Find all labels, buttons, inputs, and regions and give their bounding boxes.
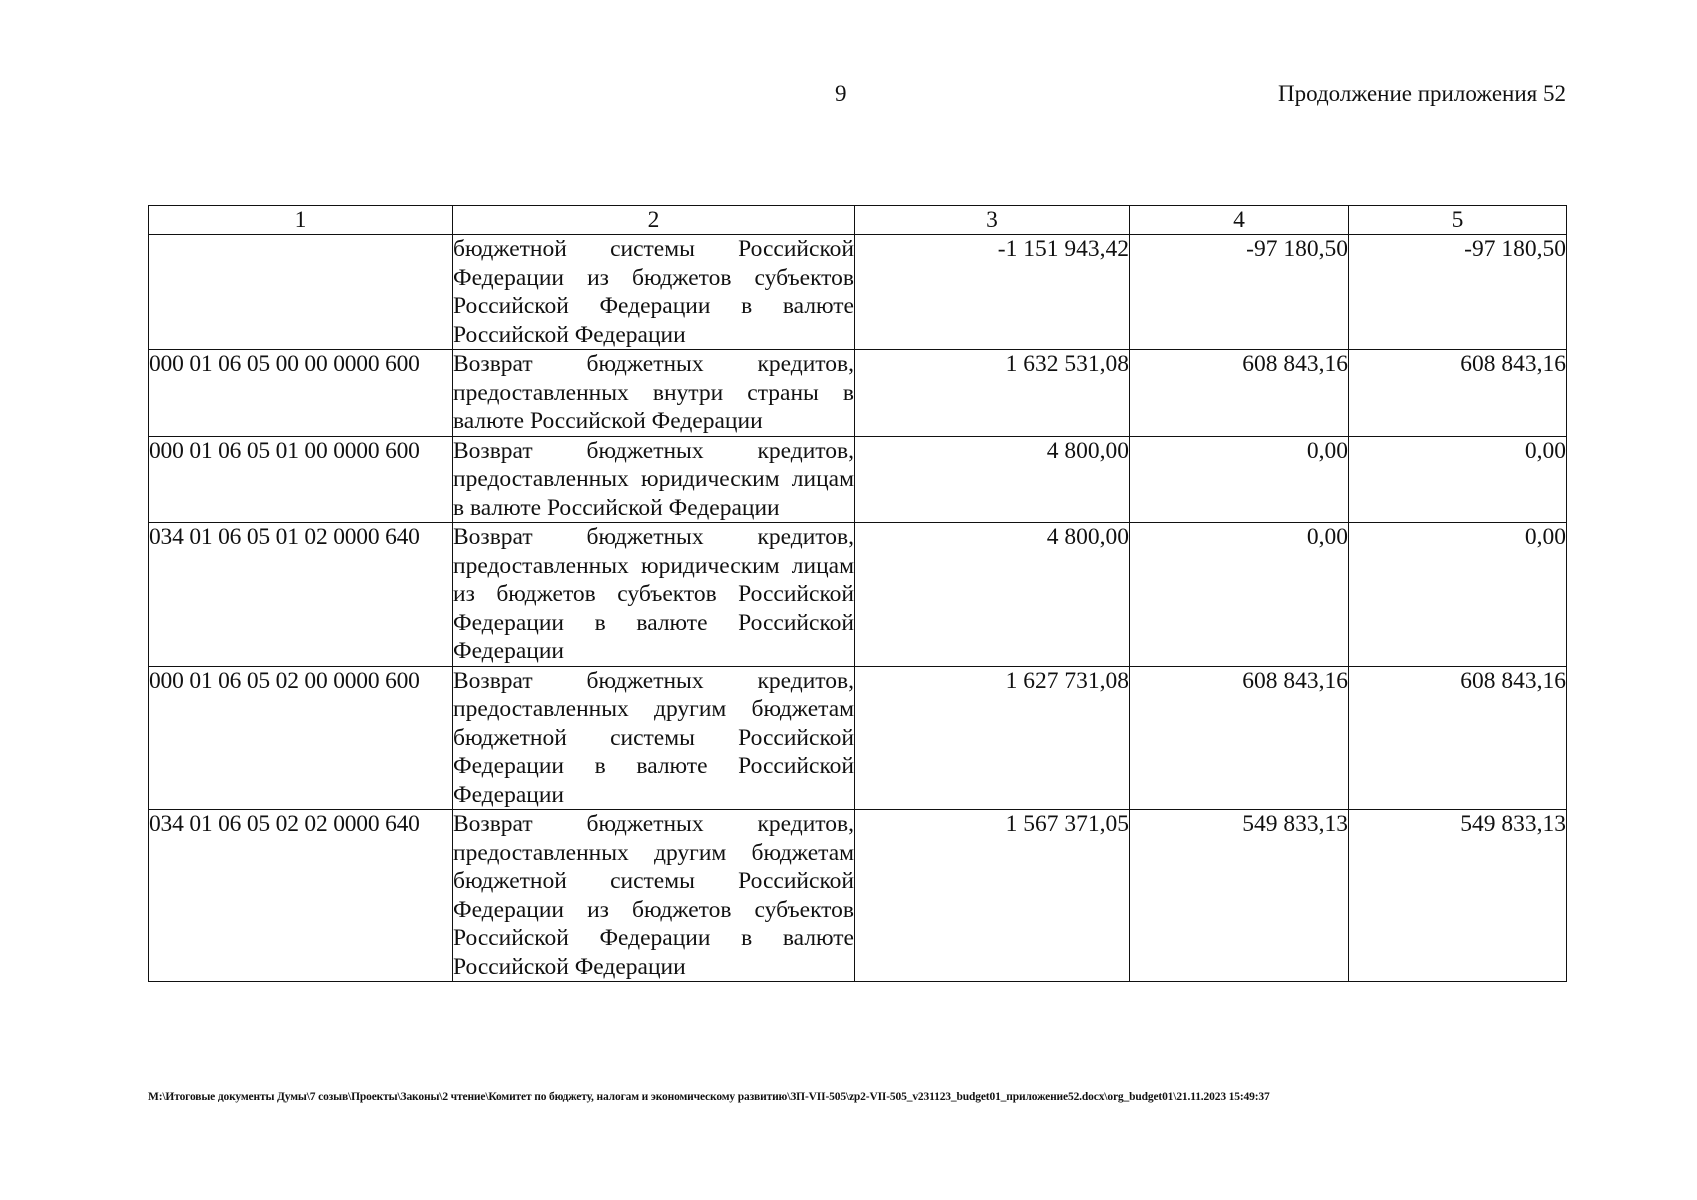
amount-col5-cell: 0,00 [1349,523,1567,667]
amount-col3-cell: 1 567 371,05 [855,810,1130,982]
budget-code-cell: 000 01 06 05 02 00 0000 600 [149,666,453,810]
budget-code-cell: 000 01 06 05 00 00 0000 600 [149,350,453,437]
budget-code-cell: 034 01 06 05 01 02 0000 640 [149,523,453,667]
table-row [149,810,1567,982]
column-header-2: 2 [453,206,855,235]
budget-table [148,205,1567,982]
column-header-4: 4 [1130,206,1349,235]
table-row [149,235,1567,350]
appendix-continuation-title: Продолжение приложения 52 [1278,81,1566,106]
amount-col3-cell: 4 800,00 [855,523,1130,667]
description-cell: Возврат бюджетных кредитов, предоставленных юридическим лицам из бюджетов субъектов Российской Федерации в валюте Российской Федерации [453,524,854,664]
table-row [149,436,1567,523]
budget-code-cell: 000 01 06 05 01 00 0000 600 [149,436,453,523]
amount-col3-cell: 1 627 731,08 [855,666,1130,810]
amount-col4-cell: 0,00 [1130,523,1349,667]
amount-col4-cell: 549 833,13 [1130,810,1349,982]
amount-col3-cell: 1 632 531,08 [855,350,1130,437]
description-cell: Возврат бюджетных кредитов, предоставленных другим бюджетам бюджетной системы Российской Федерации из бюджетов субъектов Российской Федерации в валюте Российской Федерации [453,811,854,980]
amount-col5-cell: 608 843,16 [1349,666,1567,810]
description-cell: Возврат бюджетных кредитов, предоставленных другим бюджетам бюджетной системы Российской Федерации в валюте Российской Федерации [453,667,854,808]
column-header-1: 1 [149,206,453,235]
amount-col5-cell: 608 843,16 [1349,350,1567,437]
amount-col3-cell: 4 800,00 [855,436,1130,523]
amount-col4-cell: 608 843,16 [1130,350,1349,437]
table-row [149,350,1567,437]
amount-col5-cell: -97 180,50 [1349,235,1567,350]
table-row [149,666,1567,810]
budget-code-cell: 034 01 06 05 02 02 0000 640 [149,810,453,982]
amount-col4-cell: 0,00 [1130,436,1349,523]
amount-col5-cell: 549 833,13 [1349,810,1567,982]
budget-code-cell [149,235,453,350]
description-cell: Возврат бюджетных кредитов, предоставленных юридическим лицам в валюте Российской Федерации [453,437,854,521]
column-header-3: 3 [855,206,1130,235]
document-file-path: M:\Итоговые документы Думы\7 созыв\Проекты\Законы\2 чтение\Комитет по бюджету, налогам и экономическому развитию\ЗП-VII-505\zp2-VII-505_v231123_budget01_приложение52.docx\org_budget01\21.11.2023 15:49:37 [148,1091,1270,1103]
description-cell: бюджетной системы Российской Федерации из бюджетов субъектов Российской Федерации в валюте Российской Федерации [453,236,854,348]
page-number: 9 [835,81,847,106]
amount-col5-cell: 0,00 [1349,436,1567,523]
amount-col3-cell: -1 151 943,42 [855,235,1130,350]
table-header-row [149,206,1567,235]
column-header-5: 5 [1349,206,1567,235]
table-row [149,523,1567,667]
amount-col4-cell: -97 180,50 [1130,235,1349,350]
amount-col4-cell: 608 843,16 [1130,666,1349,810]
description-cell: Возврат бюджетных кредитов, предоставленных внутри страны в валюте Российской Федерации [453,351,854,434]
